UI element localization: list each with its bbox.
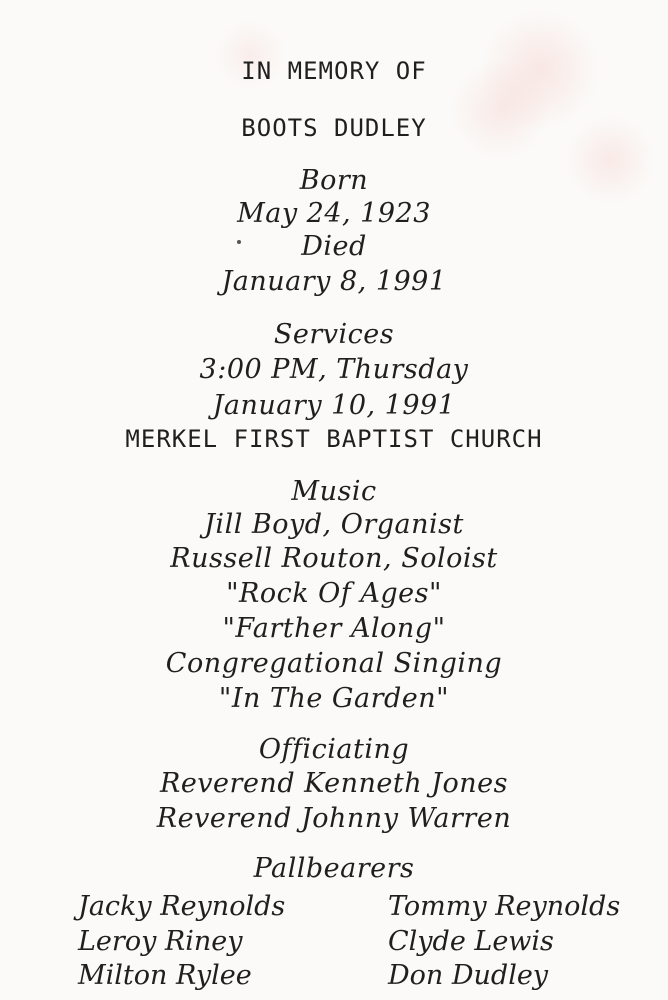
music-line: Russell Routon, Soloist: [170, 543, 498, 574]
music-line: Jill Boyd, Organist: [204, 509, 464, 540]
pallbearer-left: Jacky Reynolds: [78, 891, 286, 922]
services-label: Services: [273, 319, 395, 350]
services-location: MERKEL FIRST BAPTIST CHURCH: [125, 425, 543, 453]
music-line: "Farther Along": [222, 613, 446, 644]
pallbearer-right: Clyde Lewis: [388, 926, 554, 957]
music-line: "In The Garden": [218, 683, 450, 714]
officiating-line: Reverend Kenneth Jones: [160, 768, 508, 799]
born-label: Born: [299, 165, 369, 196]
memorial-name: BOOTS DUDLEY: [241, 114, 427, 142]
pallbearers-label: Pallbearers: [253, 853, 415, 884]
memorial-heading: IN MEMORY OF: [241, 57, 427, 85]
services-time: 3:00 PM, Thursday: [199, 354, 469, 385]
pallbearer-right: Tommy Reynolds: [388, 891, 621, 922]
died-date: January 8, 1991: [221, 266, 447, 297]
born-date: May 24, 1923: [237, 198, 431, 229]
ink-dot: [237, 240, 241, 244]
pallbearer-left: Milton Rylee: [78, 960, 252, 991]
officiating-line: Reverend Johnny Warren: [156, 803, 512, 834]
music-line: "Rock Of Ages": [226, 578, 442, 609]
music-label: Music: [291, 476, 377, 507]
officiating-label: Officiating: [258, 734, 410, 765]
services-date: January 10, 1991: [212, 390, 456, 421]
pallbearer-right: Don Dudley: [388, 960, 549, 991]
pallbearer-left: Leroy Riney: [78, 926, 243, 957]
died-label: Died: [301, 231, 367, 262]
music-line: Congregational Singing: [165, 648, 503, 679]
